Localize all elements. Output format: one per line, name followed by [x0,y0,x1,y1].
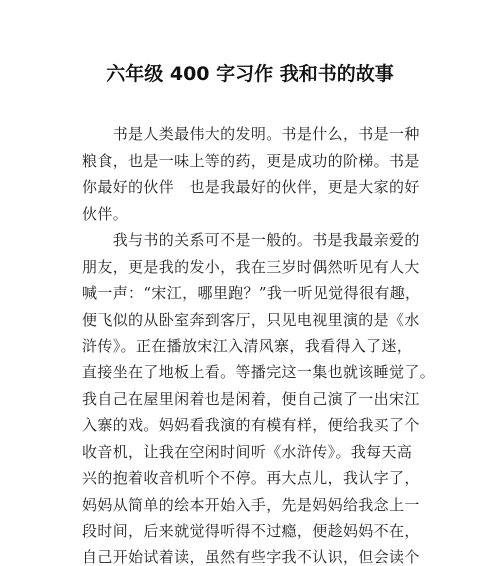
text-line: 妈妈从简单的绘本开始入手，先是妈妈给我念上一 [82,496,420,514]
text-line: 你最好的伙伴 也是我最好的伙伴，更是大家的好 [82,178,420,196]
text-line: 粮食，也是一味上等的药，更是成功的阶梯。书是 [82,152,420,170]
text-line: 伙伴。 [82,205,129,223]
text-line: 书是人类最伟大的发明。书是什么，书是一种 [82,125,420,143]
text-line: 自己开始试着读，虽然有些字我不认识，但会读个 [82,548,420,566]
text-line: 浒传》。正在播放宋江入清风寨，我看得入了迷， [82,337,413,355]
text-line: 入寨的戏。妈妈看我演的有模有样，便给我买了个 [82,416,420,434]
text-line: 兴的抱着收音机听个不停。再大点儿，我认字了， [82,469,420,487]
document-title: 六年级 400 字习作 我和书的故事 [106,63,394,85]
text-line: 朋友，更是我的发小，我在三岁时偶然听见有人大 [82,258,420,276]
text-line: 便飞似的从卧室奔到客厅，只见电视里演的是《水 [82,311,420,329]
text-line: 段时间，后来就觉得听得不过瘾，便趁妈妈不在， [82,522,420,540]
text-line: 直接坐在了地板上看。等播完这一集也就该睡觉了。 [82,363,436,381]
text-line: 收音机，让我在空闲时间听《水浒传》。我每天高 [82,443,413,461]
text-line: 我自己在屋里闲着也是闲着，便自己演了一出宋江 [82,390,420,408]
text-line: 喊一声：“宋江，哪里跑？”我一听见觉得很有趣， [82,284,421,302]
text-line: 我与书的关系可不是一般的。书是我最亲爱的 [82,231,420,249]
